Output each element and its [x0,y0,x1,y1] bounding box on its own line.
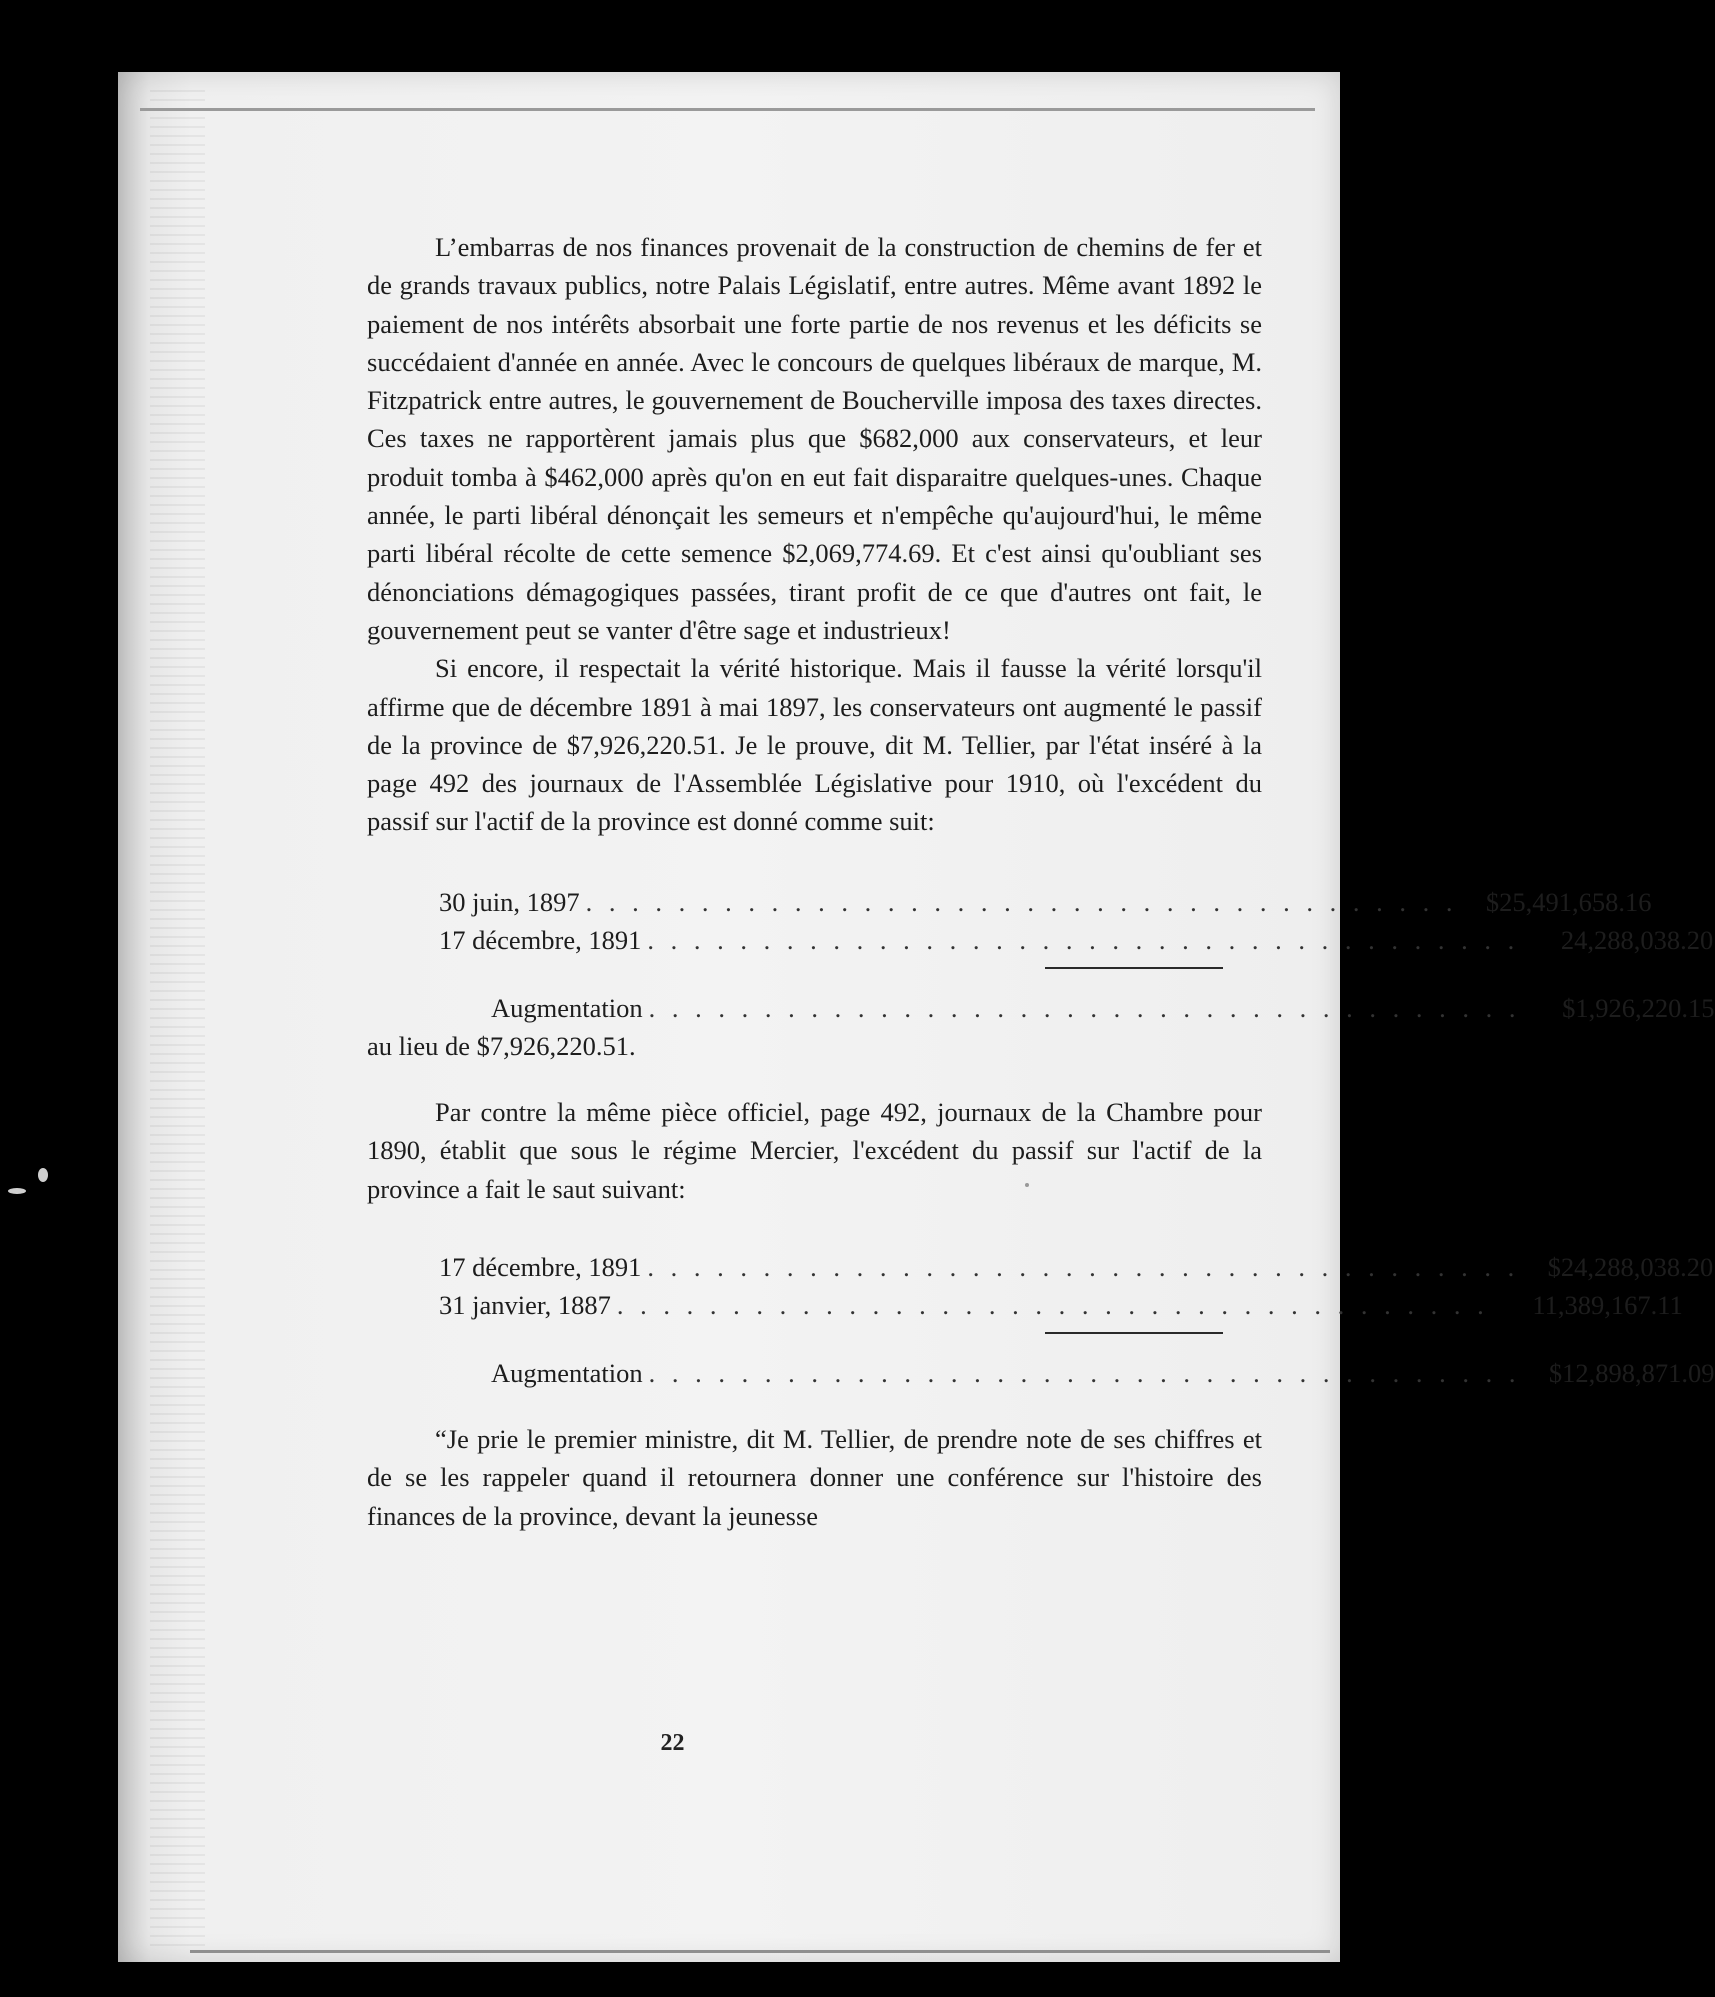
scan-speck [8,1188,26,1194]
row-amount: 11,389,167.11 [1532,1289,1683,1320]
excess-table-1 [439,883,1715,1027]
row-label: 31 janvier, 1887 [439,1289,611,1320]
row-amount: $25,491,658.16 [1485,886,1652,917]
row-label: 17 décembre, 1891 [439,1251,642,1282]
paragraph: Si encore, il respectait la vérité historique. Mais il fausse la vérité lorsqu'il affirme que de décembre 1891 à mai 1897, les conservateurs ont augmenté le passif de la province de $7,926,220.51. Je le prouve, dit M. Tellier, par l'état inséré à la page 492 des journaux de l'Assemblée Législative pour 1910, où l'excédent du passif sur l'actif de la province est donné comme suit: [367,653,1262,837]
sum-rule [1045,1332,1223,1334]
table-row [439,921,1714,959]
dot-leader: . . . . . . . . . . . . . . . . . . . . . . . . . . . . . . . . . . . . . . [585,886,1458,917]
total-amount: $1,926,220.15 [1562,992,1715,1023]
page-number: 22 [660,1730,685,1756]
row-label: 30 juin, 1897 [439,886,580,917]
paragraph: “Je prie le premier ministre, dit M. Tellier, de prendre note de ses chiffres et de se les rappeler quand il retournera donner une conférence sur l'histoire des finances de la province, devant la jeunesse [367,1423,1262,1531]
dot-leader: . . . . . . . . . . . . . . . . . . . . . . . . . . . . . . . . . . . . . . [616,1289,1489,1320]
table-total-row [439,989,1715,1027]
paragraph: L’embarras de nos finances provenait de la construction de chemins de fer et de grands travaux publics, notre Palais Législatif, entre autres. Même avant 1892 le paiement de nos intérêts absorbait une forte partie de nos revenus et les déficits se succédaient d'année en année. Avec le concours de quelques libéraux de marque, M. Fitzpatrick entre autres, le gouvernement de Boucherville imposa des taxes directes. Ces taxes ne rapportèrent jamais plus que $682,000 aux conservateurs, et leur produit tomba à $462,000 après qu'on en eut fait disparaitre quelques-unes. Chaque année, le parti libéral dénonçait les semeurs et n'empêche qu'aujourd'hui, le même parti libéral récolte de cette semence $2,069,774.69. Et c'est ainsi qu'oubliant ses dénonciations démagogiques passées, tirant profit de ce que d'autres ont fait, le gouvernement peut se vanter d'être sage et industrieux! [367,232,1262,645]
row-label: 17 décembre, 1891 [439,924,642,955]
dot-leader: . . . . . . . . . . . . . . . . . . . . . . . . . . . . . . . . . . . . . . [647,1251,1520,1282]
excess-table-2 [439,1248,1715,1392]
sum-rule [1045,967,1223,969]
dot-leader: . . . . . . . . . . . . . . . . . . . . . . . . . . . . . . . . . . . . . . [647,924,1520,955]
row-amount: $24,288,038.20 [1547,1251,1714,1282]
table-total-row [439,1354,1715,1392]
table-row [439,1248,1714,1286]
scan-speck [38,1168,48,1182]
table-note: au lieu de $7,926,220.51. [367,1030,636,1061]
dot-leader: . . . . . . . . . . . . . . . . . . . . . . . . . . . . . . . . . . . . . . [648,1357,1521,1388]
page-binding-shadow [150,90,205,1950]
paragraph: Par contre la même pièce officiel, page 492, journaux de la Chambre pour 1890, établit que sous le régime Mercier, l'excédent du passif sur l'actif de la province a fait le saut suivant: [367,1097,1262,1204]
table-row [439,883,1652,921]
table-row [439,1286,1683,1324]
page-top-edge [140,108,1315,111]
page-bottom-edge [190,1950,1330,1953]
page-body [367,228,1715,1535]
row-amount: 24,288,038.20 [1560,924,1714,955]
total-label: Augmentation [491,1357,643,1388]
total-label: Augmentation [491,992,643,1023]
total-amount: $12,898,871.09 [1548,1357,1715,1388]
dot-leader: . . . . . . . . . . . . . . . . . . . . . . . . . . . . . . . . . . . . . . [648,992,1521,1023]
